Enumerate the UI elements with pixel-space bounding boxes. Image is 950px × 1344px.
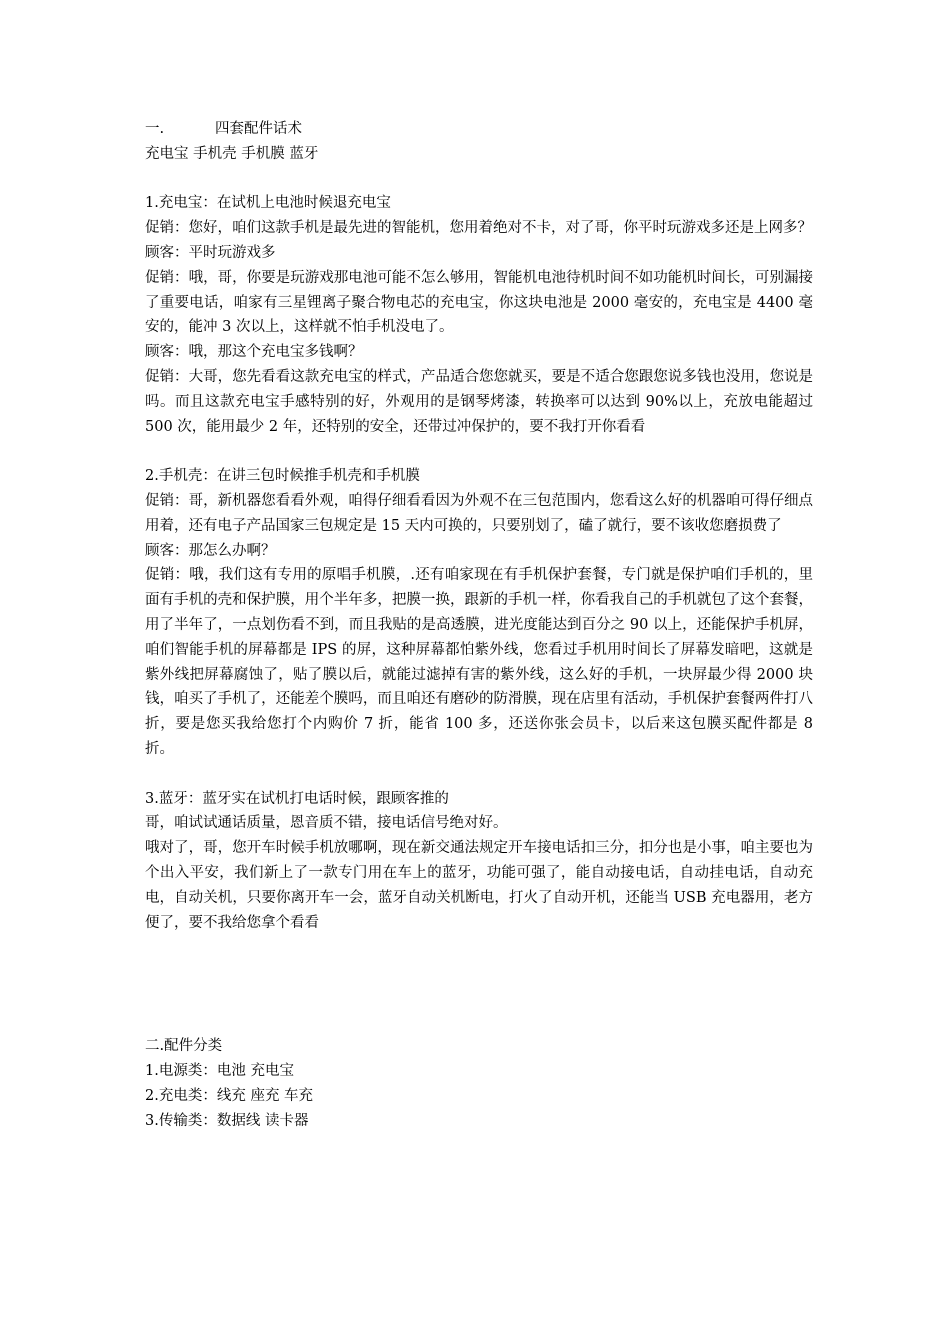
part2-heading: 2.手机壳：在讲三包时候推手机壳和手机膜 — [145, 468, 420, 485]
part1-paragraph: 促销：大哥，您先看看这款充电宝的样式，产品适合您您就买，要是不适合您跟您说多钱也没用，您说是吗。而且这款充电宝手感特别的好，外观用的是钢琴烤漆，转换率可以达到 90%以上，充放电能超过 500 次，能用最少 2 年，还特别的安全，还带过冲保护的，要不我打开你看看 — [145, 368, 813, 435]
part1-heading: 1.充电宝：在试机上电池时候退充电宝 — [145, 195, 391, 212]
spacer — [145, 935, 813, 1034]
part2-paragraph: 促销：哥，新机器您看看外观，咱得仔细看看因为外观不在三包范围内，您看这么好的机器咱可得仔细点用着，还有电子产品国家三包规定是 15 天内可换的，只要别划了，磕了就行，要不该收您磨损费了 — [145, 492, 813, 534]
part1-paragraph: 顾客：哦，那这个充电宝多钱啊？ — [145, 344, 363, 361]
part2-paragraph: 顾客：那怎么办啊？ — [145, 542, 276, 559]
section1-heading — [145, 117, 813, 142]
part1-paragraph: 顾客：平时玩游戏多 — [145, 244, 276, 261]
section2-item: 2.充电类：线充 座充 车充 — [145, 1087, 314, 1104]
section2-item: 1.电源类：电池 充电宝 — [145, 1063, 294, 1080]
section1-number: 一. — [145, 121, 165, 137]
section1-title: 四套配件话术 — [215, 121, 302, 137]
spacer — [145, 167, 813, 192]
section2-title: 二.配件分类 — [145, 1038, 223, 1055]
part3-heading: 3.蓝牙：蓝牙实在试机打电话时候，跟顾客推的 — [145, 790, 449, 807]
part3-paragraph: 哦对了，哥，您开车时候手机放哪啊，现在新交通法规定开车接电话扣三分，扣分也是小事，咱主要也为个出入平安，我们新上了一款专门用在车上的蓝牙，功能可强了，能自动接电话，自动挂电话，自动充电，自动关机，只要你离开车一会，蓝牙自动关机断电，打火了自动开机，还能当 USB 充电器用，老方便了，要不我给您拿个看看 — [145, 840, 813, 931]
spacer — [145, 762, 813, 787]
part1-paragraph: 促销：哦，哥，你要是玩游戏那电池可能不怎么够用，智能机电池待机时间不如功能机时间长，可别漏接了重要电话，咱家有三星锂离子聚合物电芯的充电宝，你这块电池是 2000 毫安的，充电宝是 4400 毫安的，能冲 3 次以上，这样就不怕手机没电了。 — [145, 269, 813, 336]
part2-paragraph: 促销：哦，我们这有专用的原唱手机膜，.还有咱家现在有手机保护套餐，专门就是保护咱们手机的，里面有手机的壳和保护膜，用个半年多，把膜一换，跟新的手机一样，你看我自己的手机就包了这个套餐，用了半年了，一点划伤看不到，而且我贴的是高透膜，进光度能达到百分之 90 以上，还能保护手机屏，咱们智能手机的屏幕都是 IPS 的屏，这种屏幕都怕紫外线，您看过手机用时间长了屏幕发暗吧，这就是紫外线把屏幕腐蚀了，贴了膜以后，就能过滤掉有害的紫外线，这么好的手机，一块屏最少得 2000 块钱，咱买了手机了，还能差个膜吗，而且咱还有磨砂的防滑膜，现在店里有活动，手机保护套餐两件打八折，要是您买我给您打个内购价 7 折，能省 100 多，还送你张会员卡，以后来这包膜买配件都是 8 折。 — [145, 567, 813, 757]
spacer — [145, 439, 813, 464]
part3-paragraph: 哥，咱试试通话质量，恩音质不错，接电话信号绝对好。 — [145, 815, 508, 832]
part1-paragraph: 促销：您好，咱们这款手机是最先进的智能机，您用着绝对不卡，对了哥，你平时玩游戏多还是上网多？ — [145, 220, 812, 237]
document-page — [145, 117, 813, 1133]
section1-items: 充电宝 手机壳 手机膜 蓝牙 — [145, 145, 319, 162]
section2-item: 3.传输类：数据线 读卡器 — [145, 1112, 309, 1129]
